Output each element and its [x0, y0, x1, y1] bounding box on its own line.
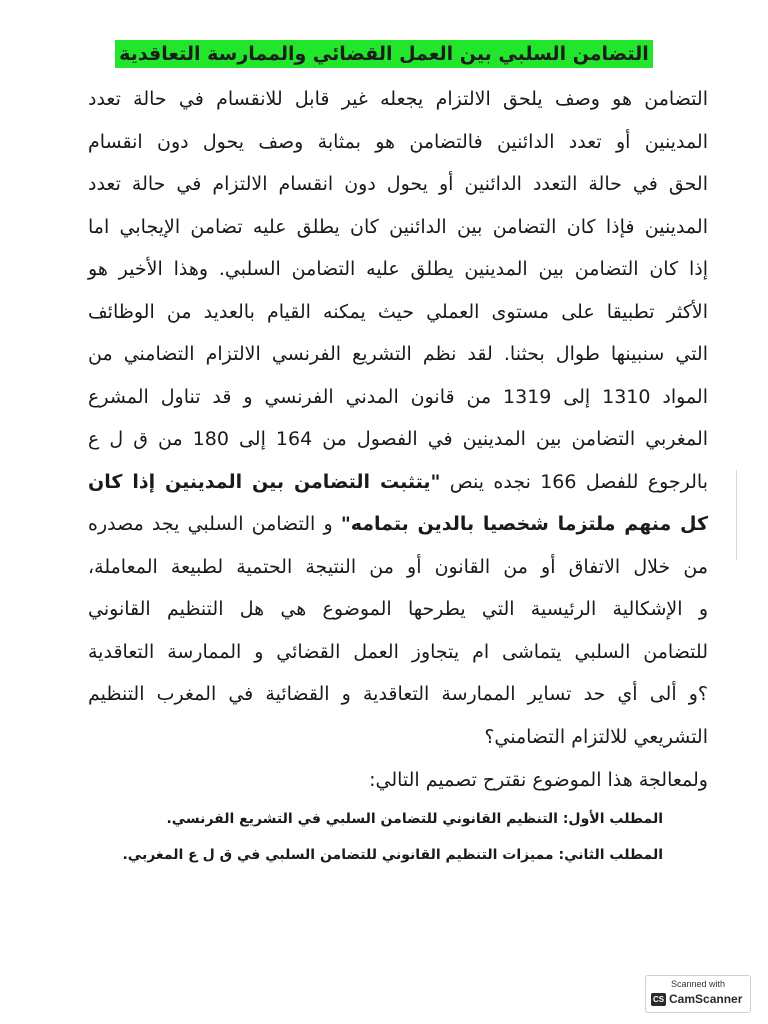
paragraph-line: الأكثر تطبيقا على مستوى العملي حيث يمكنه القيام بالعديد من الوظائف	[88, 300, 708, 323]
plan-intro: ولمعالجة هذا الموضوع نقترح تصميم التالي:	[369, 769, 708, 791]
title-wrapper	[0, 40, 768, 68]
paragraph-line: المدينين فإذا كان التضامن بين الدائنين كان يطلق عليه تضامن الإيجابي اما	[88, 215, 708, 238]
paragraph-line: التضامن هو وصف يلحق الالتزام يجعله غير قابل للانقسام في حالة تعدد	[88, 88, 708, 110]
paragraph-line: المغربي التضامن بين المدينين في الفصول من 164 إلى 180 من ق ل ع	[88, 428, 709, 450]
paragraph-last-line: التشريعي للالتزام التضامني؟	[484, 725, 708, 748]
requirement-two: المطلب الثاني: مميزات التنظيم القانوني للتضامن السلبي في ق ل ع المغربي.	[122, 847, 663, 863]
paragraph-line: المدينين أو تعدد الدائنين فالتضامن هو بمثابة وصف يحول دون انقسام	[88, 130, 708, 153]
body-paragraph	[88, 78, 708, 758]
quote-line-rest: و التضامن السلبي يجد مصدره	[88, 513, 341, 535]
quote-line-prefix: بالرجوع للفصل 166 نجده ينص	[440, 470, 708, 493]
legal-quote-end: كل منهم ملتزما شخصيا بالدين بتمامه"	[340, 513, 708, 535]
scanned-with-label: Scanned with	[670, 979, 726, 989]
camscanner-logo-icon: CS	[652, 995, 665, 1004]
legal-quote-start: "يتثبت التضامن بين المدينين إذا كان	[88, 470, 441, 493]
paragraph-line: الحق في حالة التعدد الدائنين أو يحول دون انقسام الالتزام في حالة تعدد	[88, 173, 708, 195]
paragraph-line: إذا كان التضامن بين المدينين يطلق عليه التضامن السلبي. وهذا الأخير هو	[88, 258, 708, 280]
quote-line-2	[88, 503, 708, 546]
paragraph-line: المواد 1310 إلى 1319 من قانون المدني الفرنسي و قد تناول المشرع	[88, 385, 708, 408]
document-title: التضامن السلبي بين العمل القضائي والممارسة التعاقدية	[115, 40, 653, 68]
quote-line	[88, 461, 708, 504]
paragraph-line: ؟و ألى أي حد تساير الممارسة التعاقدية و القضائية في المغرب التنظيم	[88, 683, 708, 705]
paragraph-line: التي سنبينها طوال بحثنا. لقد نظم التشريع الفرنسي الالتزام التضامني من	[88, 343, 708, 365]
scan-edge-mark	[736, 470, 737, 560]
requirement-one: المطلب الأول: التنظيم القانوني للتضامن السلبي في التشريع الفرنسي.	[166, 811, 663, 827]
camscanner-brand: CamScanner	[669, 992, 743, 1006]
camscanner-watermark	[645, 975, 751, 1013]
paragraph-line: للتضامن السلبي يتماشى ام يتجاوز العمل القضائي و الممارسة التعاقدية	[88, 640, 708, 663]
paragraph-line: و الإشكالية الرئيسية التي يطرحها الموضوع هي هل التنظيم القانوني	[88, 598, 708, 620]
paragraph-line: من خلال الاتفاق أو من القانون أو من النتيجة الحتمية لطبيعة المعاملة،	[88, 555, 708, 578]
